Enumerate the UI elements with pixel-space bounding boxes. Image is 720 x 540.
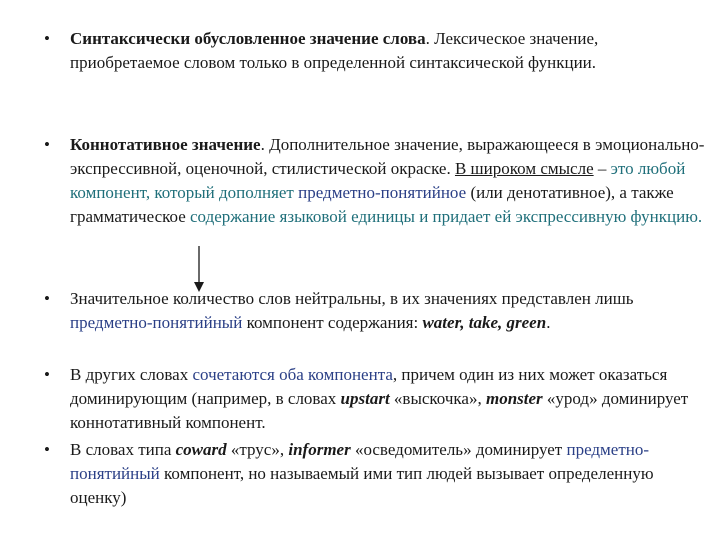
highlight-navy: предметно-понятийное	[298, 183, 467, 202]
bullet: •	[44, 365, 50, 384]
body-text: «выскочка»,	[389, 389, 486, 408]
body-text: В словах типа	[70, 440, 176, 459]
down-arrow-icon	[192, 246, 206, 292]
body-text: «трус»,	[226, 440, 289, 459]
body-text: , причем один из них может оказаться доминирующим (например, в словах	[70, 365, 668, 408]
list-item-3	[44, 287, 710, 335]
highlight-teal-1: это любой компонент, который дополняет	[70, 159, 686, 202]
body-text: «урод» доминирует коннотативный компонент.	[70, 389, 689, 432]
body-text: В других словах	[70, 365, 193, 384]
term-syntactic-meaning: Синтаксически обусловленное значение слова	[70, 29, 426, 48]
definition-text: . Лексическое значение, приобретаемое словом только в определенной синтаксической функции.	[70, 29, 599, 72]
definition-text: . Дополнительное значение, выражающееся в эмоционально-экспрессивной, оценочной, стилистической окраске.	[70, 135, 705, 178]
term-connotative-meaning: Коннотативное значение	[70, 135, 261, 154]
bullet: •	[44, 289, 50, 308]
example-coward: coward	[175, 440, 227, 459]
example-words: water, take, green	[422, 313, 547, 332]
body-text: Значительное количество слов нейтральны, в их значениях представлен лишь	[70, 289, 634, 308]
highlight-navy: предметно-понятийный	[70, 313, 243, 332]
list-item-2	[44, 133, 710, 229]
highlight-navy: предметно-понятийный	[70, 440, 650, 483]
body-text: «осведомитель» доминирует	[350, 440, 567, 459]
example-informer: informer	[288, 440, 351, 459]
body-text: компонент содержания:	[242, 313, 419, 332]
list-item-5	[44, 438, 710, 510]
body-text: компонент, но называемый ими тип людей вызывает определенную оценку)	[70, 464, 654, 507]
period: .	[546, 313, 551, 332]
body-text: (или денотативное), а также грамматическое	[70, 183, 674, 226]
example-monster: monster	[485, 389, 543, 408]
dash: –	[593, 159, 611, 178]
highlight-teal-2: содержание языковой единицы и придает ей экспрессивную функцию.	[190, 207, 703, 226]
example-upstart: upstart	[340, 389, 390, 408]
list-item-4	[44, 363, 710, 435]
broad-sense-label: В широком смысле	[454, 159, 594, 178]
highlight-navy: сочетаются оба компонента	[192, 365, 393, 384]
bullet: •	[44, 440, 50, 459]
list-item-1	[44, 27, 710, 75]
bullet: •	[44, 29, 50, 48]
bullet: •	[44, 135, 50, 154]
